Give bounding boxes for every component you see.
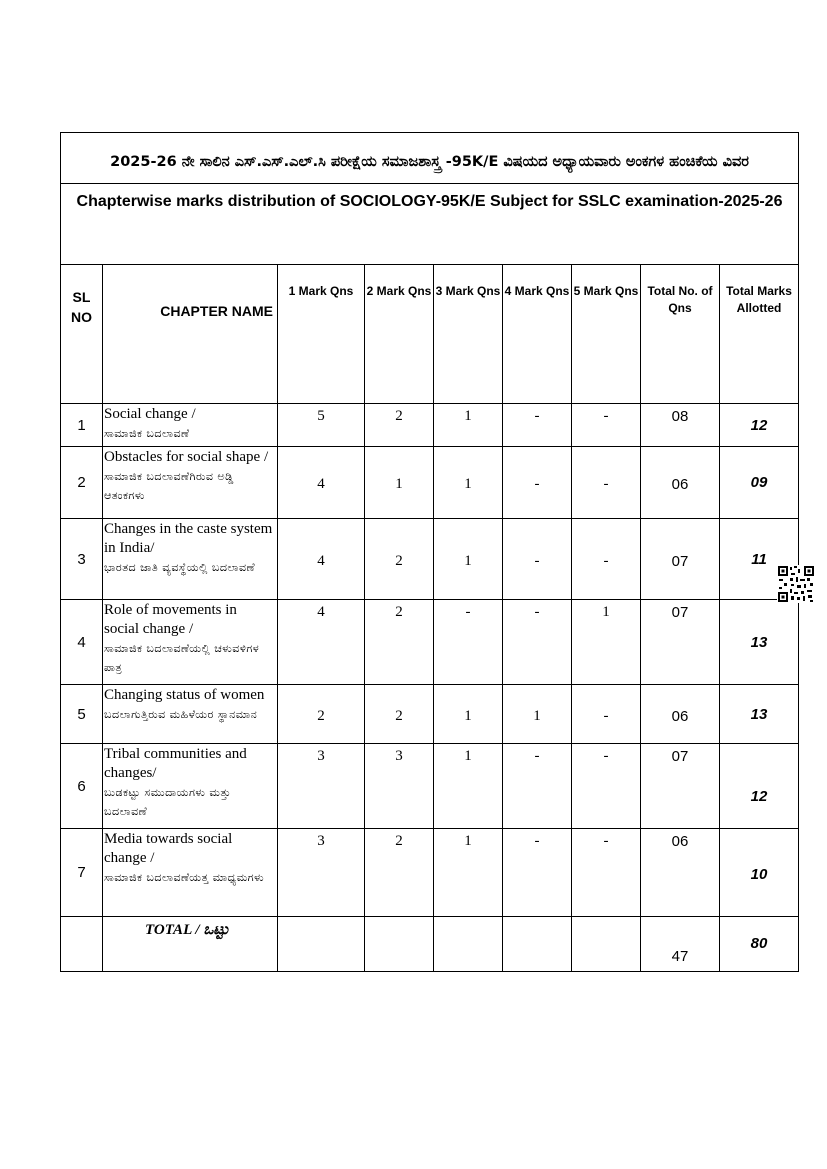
row-chapter-name — [103, 600, 278, 685]
chapter-name-en: Role of movements in social change / — [104, 602, 237, 637]
table-row — [61, 685, 799, 744]
header-4-mark: 4 Mark Qns — [503, 265, 572, 404]
row-sl-no: 7 — [61, 829, 103, 917]
header-1-mark: 1 Mark Qns — [278, 265, 365, 404]
row-5-mark: - — [572, 744, 641, 829]
total-qns: 47 — [641, 917, 720, 972]
header-total-marks: Total Marks Allotted — [720, 265, 799, 404]
row-5-mark: - — [572, 685, 641, 744]
chapter-name-kn: ಸಾಮಾಜಿಕ ಬದಲಾವಣೆಯಲ್ಲಿ ಚಳುವಳಿಗಳ ಪಾತ್ರ — [104, 642, 260, 674]
header-total-qns: Total No. of Qns — [641, 265, 720, 404]
chapter-name-kn: ಬುಡಕಟ್ಟು ಸಮುದಾಯಗಳು ಮತ್ತು ಬದಲಾವಣೆ — [104, 786, 232, 818]
table-row — [61, 519, 799, 600]
row-1-mark: 4 — [278, 519, 365, 600]
chapter-name-en: Changing status of women — [104, 687, 265, 703]
marks-distribution-table — [60, 132, 799, 972]
row-sl-no: 1 — [61, 404, 103, 447]
row-2-mark: 2 — [365, 404, 434, 447]
row-total-marks: 12 — [720, 744, 799, 829]
row-1-mark: 4 — [278, 600, 365, 685]
row-1-mark: 5 — [278, 404, 365, 447]
row-4-mark: 1 — [503, 685, 572, 744]
header-2-mark: 2 Mark Qns — [365, 265, 434, 404]
table-row — [61, 600, 799, 685]
chapter-name-en: Media towards social change / — [104, 831, 233, 866]
row-total-marks: 12 — [720, 404, 799, 447]
total-empty-cell — [278, 917, 365, 972]
row-3-mark: 1 — [434, 685, 503, 744]
row-total-marks: 10 — [720, 829, 799, 917]
header-sl-no: SL NO — [61, 265, 103, 404]
qr-code-icon — [777, 565, 815, 603]
row-sl-no: 6 — [61, 744, 103, 829]
row-chapter-name — [103, 447, 278, 519]
row-total-marks: 13 — [720, 600, 799, 685]
row-chapter-name — [103, 744, 278, 829]
table-row — [61, 744, 799, 829]
total-empty-cell — [61, 917, 103, 972]
row-1-mark: 3 — [278, 829, 365, 917]
total-empty-cell — [434, 917, 503, 972]
row-chapter-name — [103, 829, 278, 917]
row-chapter-name — [103, 519, 278, 600]
row-3-mark: 1 — [434, 447, 503, 519]
row-2-mark: 2 — [365, 600, 434, 685]
row-4-mark: - — [503, 404, 572, 447]
chapter-name-kn: ಸಾಮಾಜಿಕ ಬದಲಾವಣೆ — [104, 427, 190, 440]
chapter-name-kn: ಬದಲಾಗುತ್ತಿರುವ ಮಹಿಳೆಯರ ಸ್ಥಾನಮಾನ — [104, 708, 258, 721]
total-label: TOTAL / ಒಟ್ಟು — [103, 917, 278, 972]
row-sl-no: 5 — [61, 685, 103, 744]
row-2-mark: 2 — [365, 685, 434, 744]
row-4-mark: - — [503, 829, 572, 917]
total-marks: 80 — [720, 917, 799, 972]
row-total-qns: 06 — [641, 829, 720, 917]
row-total-marks: 13 — [720, 685, 799, 744]
row-total-marks: 11 — [720, 519, 799, 600]
total-empty-cell — [503, 917, 572, 972]
chapter-name-kn: ಸಾಮಾಜಿಕ ಬದಲಾವಣೆಗಿರುವ ಅಡ್ಡಿ ಆತಂಕಗಳು — [104, 470, 234, 502]
header-3-mark: 3 Mark Qns — [434, 265, 503, 404]
row-5-mark: - — [572, 404, 641, 447]
chapter-name-kn: ಸಾಮಾಜಿಕ ಬದಲಾವಣೆಯತ್ತ ಮಾಧ್ಯಮಗಳು — [104, 871, 265, 884]
row-4-mark: - — [503, 519, 572, 600]
row-1-mark: 4 — [278, 447, 365, 519]
table-row — [61, 404, 799, 447]
row-5-mark: - — [572, 829, 641, 917]
table-row — [61, 447, 799, 519]
row-3-mark: - — [434, 600, 503, 685]
chapter-name-en: Obstacles for social shape / — [104, 449, 269, 465]
row-5-mark: 1 — [572, 600, 641, 685]
row-total-marks: 09 — [720, 447, 799, 519]
row-4-mark: - — [503, 744, 572, 829]
row-2-mark: 2 — [365, 829, 434, 917]
row-total-qns: 07 — [641, 744, 720, 829]
row-sl-no: 3 — [61, 519, 103, 600]
row-total-qns: 07 — [641, 519, 720, 600]
header-5-mark: 5 Mark Qns — [572, 265, 641, 404]
row-total-qns: 08 — [641, 404, 720, 447]
row-chapter-name — [103, 404, 278, 447]
row-3-mark: 1 — [434, 519, 503, 600]
row-2-mark: 3 — [365, 744, 434, 829]
row-chapter-name — [103, 685, 278, 744]
chapter-name-kn: ಭಾರತದ ಜಾತಿ ವ್ಯವಸ್ಥೆಯಲ್ಲಿ ಬದಲಾವಣೆ — [104, 561, 256, 574]
chapter-name-en: Social change / — [104, 406, 196, 422]
header-chapter-name: CHAPTER NAME — [103, 265, 278, 404]
row-3-mark: 1 — [434, 744, 503, 829]
document-page — [60, 132, 792, 972]
row-2-mark: 2 — [365, 519, 434, 600]
row-total-qns: 07 — [641, 600, 720, 685]
header-row — [61, 265, 799, 404]
title-english: Chapterwise marks distribution of SOCIOLOGY-95K/E Subject for SSLC examination-2025-26 — [61, 184, 799, 265]
row-5-mark: - — [572, 447, 641, 519]
row-5-mark: - — [572, 519, 641, 600]
row-sl-no: 4 — [61, 600, 103, 685]
row-1-mark: 2 — [278, 685, 365, 744]
total-empty-cell — [572, 917, 641, 972]
chapter-name-en: Changes in the caste system in India/ — [104, 521, 273, 556]
row-3-mark: 1 — [434, 829, 503, 917]
row-4-mark: - — [503, 447, 572, 519]
row-4-mark: - — [503, 600, 572, 685]
chapter-name-en: Tribal communities and changes/ — [104, 746, 247, 781]
total-empty-cell — [365, 917, 434, 972]
table-row — [61, 829, 799, 917]
total-row — [61, 917, 799, 972]
row-2-mark: 1 — [365, 447, 434, 519]
row-sl-no: 2 — [61, 447, 103, 519]
row-3-mark: 1 — [434, 404, 503, 447]
title-kannada: 2025-26 ನೇ ಸಾಲಿನ ಎಸ್.ಎಸ್.ಎಲ್.ಸಿ ಪರೀಕ್ಷೆಯ ಸಮಾಜಶಾಸ್ತ್ರ -95K/E ವಿಷಯದ ಅಧ್ಯಾಯವಾರು ಅಂಕಗಳ ಹಂಚಿಕೆಯ ವಿವರ — [61, 133, 799, 184]
row-total-qns: 06 — [641, 685, 720, 744]
row-1-mark: 3 — [278, 744, 365, 829]
row-total-qns: 06 — [641, 447, 720, 519]
